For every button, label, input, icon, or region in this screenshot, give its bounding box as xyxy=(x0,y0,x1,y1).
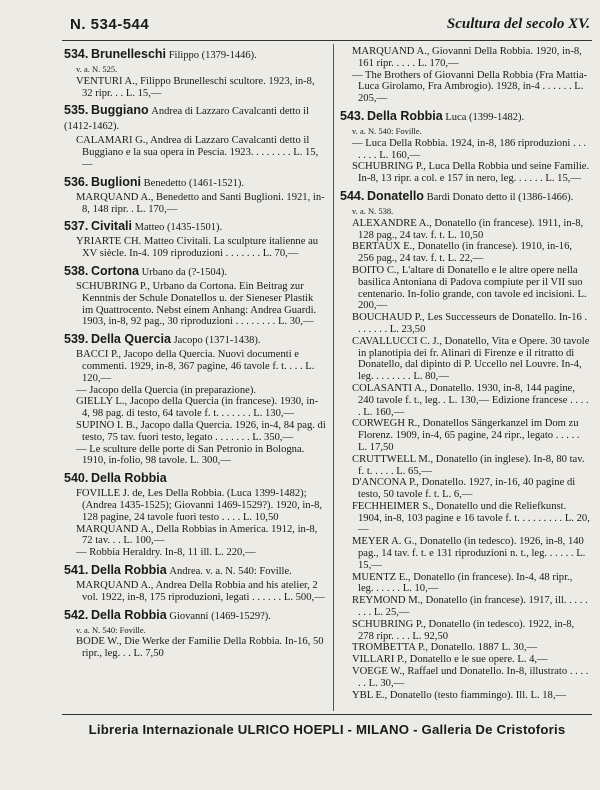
catalog-entry xyxy=(64,332,326,467)
artist-name: Buglioni xyxy=(91,174,141,189)
bibliography-item: BOITO C., L'altare di Donatello e le altre opere nella basilica Antoniana di Padova compiute per il VII suo centenario. In-folio grande, con tavole ed incisioni. L. 200,— xyxy=(352,264,587,312)
artist-name: Civitali xyxy=(91,219,132,234)
bibliography-item: VOEGE W., Raffael und Donatello. In-8, illustrato . . . . . . L. 30,— xyxy=(352,666,589,689)
artist-details: Andrea di Lazzaro Cavalcanti detto il (1412-1462). xyxy=(64,106,310,133)
bibliography-item: — The Brothers of Giovanni Della Robbia (Fra Mattia-Luca Girolamo, Fra Ambrogio). 1928, in-4 . . . . . . L. 205,— xyxy=(352,69,588,105)
entry-number: 543. xyxy=(340,108,365,123)
bibliography-item: — Le sculture delle porte di San Petronio in Bologna. 1910, in-folio, 98 tavole. L. 300,— xyxy=(76,443,305,467)
entry-heading xyxy=(64,219,326,235)
cross-reference: v. a. N. 538. xyxy=(352,205,394,216)
page-header xyxy=(70,16,590,38)
bibliography-item: BACCI P., Jacopo della Quercia. Nuovi documenti e commenti. 1929, in-8, 367 pagine, 46 tavole f. t. . . . L. 120,— xyxy=(76,349,315,384)
artist-name: Cortona xyxy=(91,263,139,278)
header-rule xyxy=(62,40,592,41)
entry-heading xyxy=(64,103,326,134)
left-column xyxy=(64,46,326,664)
entry-number: 544. xyxy=(340,188,365,203)
entry-number: 537. xyxy=(64,219,89,234)
artist-name: Della Robbia xyxy=(91,562,167,577)
bibliography-item: ALEXANDRE A., Donatello (in francese). 1911, in-8, 128 pag., 24 tav. f. t. L. 10,50 xyxy=(352,217,584,241)
artist-name: Della Robbia xyxy=(367,108,443,123)
artist-name: Brunelleschi xyxy=(91,47,167,61)
bibliography-item: CORWEGH R., Donatellos Sängerkanzel im Dom zu Florenz. 1909, in-4, 65 pagine, 24 ripr., legato . . . . . L. 17,50 xyxy=(352,418,580,453)
bibliography-item: FOVILLE J. de, Les Della Robbia. (Luca 1399-1482); (Andrea 1435-1525); Giovanni 1469-1529?). 1920, in-8, 128 pagine, 24 tavole fuori testo . . . . L. 10,50 xyxy=(76,488,323,523)
bibliography-item: BODE W., Die Werke der Familie Della Robbia. In-16, 50 ripr., leg. . . L. 7,50 xyxy=(76,636,324,660)
bibliography-item: — Jacopo della Quercia (in preparazione). xyxy=(76,384,257,396)
bibliography-item: BERTAUX E., Donatello (in francese). 1910, in-16, 256 pag., 24 tav. f. t. L. 22,— xyxy=(352,241,573,265)
artist-details: Matteo (1435-1501). xyxy=(134,222,223,234)
entry-number: 541. xyxy=(64,562,89,577)
bibliography-item: BOUCHAUD P., Les Successeurs de Donatello. In-16 . . . . . . . L. 23,50 xyxy=(352,312,588,335)
artist-name: Della Robbia xyxy=(91,471,167,486)
bibliography-item: GIELLY L., Jacopo della Quercia (in francese). 1930, in-4, 98 pag. di testo, 64 tavole f. t. . . . . . . L. 130,— xyxy=(76,396,319,420)
bibliography-item: MEYER A. G., Donatello (in tedesco). 1926, in-8, 140 pag., 14 tav. f. t. e 131 riproduzioni n. t., leg. . . . . . L. 15,— xyxy=(352,536,586,571)
entry-number: 540. xyxy=(64,471,89,486)
bibliography-item: VENTURI A., Filippo Brunelleschi scultore. 1923, in-8, 32 ripr. . . L. 15,— xyxy=(76,75,315,99)
entry-number: 539. xyxy=(64,332,89,347)
artist-name: Della Robbia xyxy=(91,607,167,622)
entry-heading xyxy=(340,109,590,125)
catalog-entry xyxy=(340,46,590,105)
artist-details: Luca (1399-1482). xyxy=(445,111,525,123)
section-title: Scultura del secolo XV. xyxy=(446,16,590,32)
bibliography-item: CAVALLUCCI C. J., Donatello, Vita e Opere. 30 tavole in planotipia dei fr. Alinari di Firenze e il ritratto di Donatello, dal dipinto di P. Uccello nel Louvre. In-4, leg. . . . . . . . L. 80,— xyxy=(352,335,590,383)
entry-number: 538. xyxy=(64,263,89,278)
entry-heading xyxy=(64,608,326,624)
bibliography-item: REYMOND M., Donatello (in francese). 1917, ill. . . . . . . . L. 25,— xyxy=(352,595,588,619)
catalog-entry xyxy=(64,563,326,604)
bibliography-item: MUENTZ E., Donatello (in francese). In-4, 48 ripr., leg. . . . . . L. 10,— xyxy=(352,571,573,595)
catalog-entry xyxy=(64,471,326,559)
bibliography-item: SCHUBRING P., Luca Della Robbia und seine Familie. In-8, 13 ripr. a col. e 157 in nero, leg. . . . . . L. 15,— xyxy=(352,161,590,185)
artist-details: Urbano da (?-1504). xyxy=(141,266,228,278)
artist-details: Andrea. v. a. N. 540: Foville. xyxy=(169,565,292,577)
bibliography-item: — Robbia Heraldry. In-8, 11 ill. L. 220,— xyxy=(76,547,256,559)
entry-number: 534. xyxy=(64,47,89,61)
entry-heading xyxy=(64,175,326,191)
right-column xyxy=(340,46,590,705)
catalog-entry xyxy=(64,608,326,660)
catalog-entry xyxy=(64,175,326,216)
bibliography-item: YBL E., Donatello (testo fiammingo). Ill. L. 18,— xyxy=(352,689,567,701)
artist-name: Della Quercia xyxy=(91,332,171,347)
bibliography-item: VILLARI P., Donatello e le sue opere. L. 4,— xyxy=(352,654,548,666)
bibliography-item: FECHHEIMER S., Donatello und die Reliefkunst. 1904, in-8, 103 pagine e 16 tavole f. t. . . . . . . . . L. 20,— xyxy=(352,500,590,536)
artist-details: Giovanni (1469-1529?). xyxy=(169,610,271,622)
artist-details: Bardi Donato detto il (1386-1466). xyxy=(426,191,574,203)
bibliography-item: SUPINO I. B., Jacopo dalla Quercia. 1926, in-4, 84 pag. di testo, 75 tav. fuori testo, legato . . . . . . . L. 350,— xyxy=(76,419,326,443)
bibliography-item: SCHUBRING P., Donatello (in tedesco). 1922, in-8, 278 ripr. . . . L. 92,50 xyxy=(352,618,575,642)
bibliography-item: SCHUBRING P., Urbano da Cortona. Ein Beitrag zur Kenntnis der Schule Donatellos u. der Sieneser Plastik im Quattrocento. Nebst einem Anhang: Andrea Guardi. 1903, in-8, 92 pag., 30 riproduzioni . . . . . . . . L. 30,— xyxy=(76,280,317,328)
cross-reference: v. a. N. 525. xyxy=(76,64,118,74)
entry-heading xyxy=(64,264,326,280)
bibliography-item: MARQUAND A., Giovanni Della Robbia. 1920, in-8, 161 ripr. . . . . L. 170,— xyxy=(352,46,582,69)
bibliography-item: D'ANCONA P., Donatello. 1927, in-16, 40 pagine di testo, 50 tavole f. t. L. 6,— xyxy=(352,477,576,501)
entry-heading xyxy=(64,47,326,63)
artist-details: Jacopo (1371-1438). xyxy=(173,335,261,347)
entry-number: 535. xyxy=(64,103,89,118)
bibliography-item: TROMBETTA P., Donatello. 1887 L. 30,— xyxy=(352,642,538,654)
entry-heading xyxy=(340,189,590,205)
catalog-entry xyxy=(64,103,326,170)
artist-name: Buggiano xyxy=(91,103,149,118)
catalog-entry xyxy=(340,109,590,185)
bibliography-item: YRIARTE CH. Matteo Civitali. La sculpture italienne au XV siècle. In-4. 109 riproduzioni . . . . . . . L. 70,— xyxy=(76,236,319,260)
entry-heading xyxy=(64,471,326,487)
bibliography-item: MARQUAND A., Andrea Della Robbia and his atelier, 2 vol. 1922, in-8, 175 riproduzioni, legati . . . . . . L. 500,— xyxy=(76,579,325,603)
entry-heading xyxy=(64,332,326,348)
publisher-footer: Libreria Internazionale ULRICO HOEPLI - MILANO - Galleria De Cristoforis xyxy=(88,722,566,737)
artist-name: Donatello xyxy=(367,188,424,203)
entry-number: 536. xyxy=(64,174,89,189)
catalog-entry xyxy=(340,189,590,701)
entry-heading xyxy=(64,563,326,579)
artist-details: Filippo (1379-1446). xyxy=(168,50,257,61)
cross-reference: v. a. N. 540: Foville. xyxy=(76,624,146,635)
column-divider xyxy=(333,44,334,711)
catalog-entry xyxy=(64,264,326,328)
bibliography-item: COLASANTI A., Donatello. 1930, in-8, 144 pagine, 240 tavole f. t., leg. . L. 130,— Edizione francese . . . . . L. 160,— xyxy=(352,382,589,418)
catalog-entry xyxy=(64,219,326,260)
footer-rule xyxy=(62,714,592,715)
bibliography-item: — Luca Della Robbia. 1924, in-8, 186 riproduzioni . . . . . . . L. 160,— xyxy=(352,137,587,161)
bibliography-item: MARQUAND A., Della Robbias in America. 1912, in-8, 72 tav. . . L. 100,— xyxy=(76,523,318,547)
artist-details: Benedetto (1461-1521). xyxy=(143,177,244,189)
page-range: N. 534-544 xyxy=(70,16,150,33)
bibliography-item: MARQUAND A., Benedetto and Santi Buglioni. 1921, in-8, 148 ripr. . L. 170,— xyxy=(76,191,325,215)
bibliography-item: CALAMARI G., Andrea di Lazzaro Cavalcanti detto il Buggiano e la sua opera in Pescia. 1923. . . . . . . . L. 15,— xyxy=(76,135,319,170)
cross-reference: v. a. N. 540: Foville. xyxy=(352,125,422,136)
entry-number: 542. xyxy=(64,607,89,622)
catalog-entry xyxy=(64,47,326,99)
bibliography-item: CRUTTWELL M., Donatello (in inglese). In-8, 80 tav. f. t. . . . . L. 65,— xyxy=(352,453,585,477)
